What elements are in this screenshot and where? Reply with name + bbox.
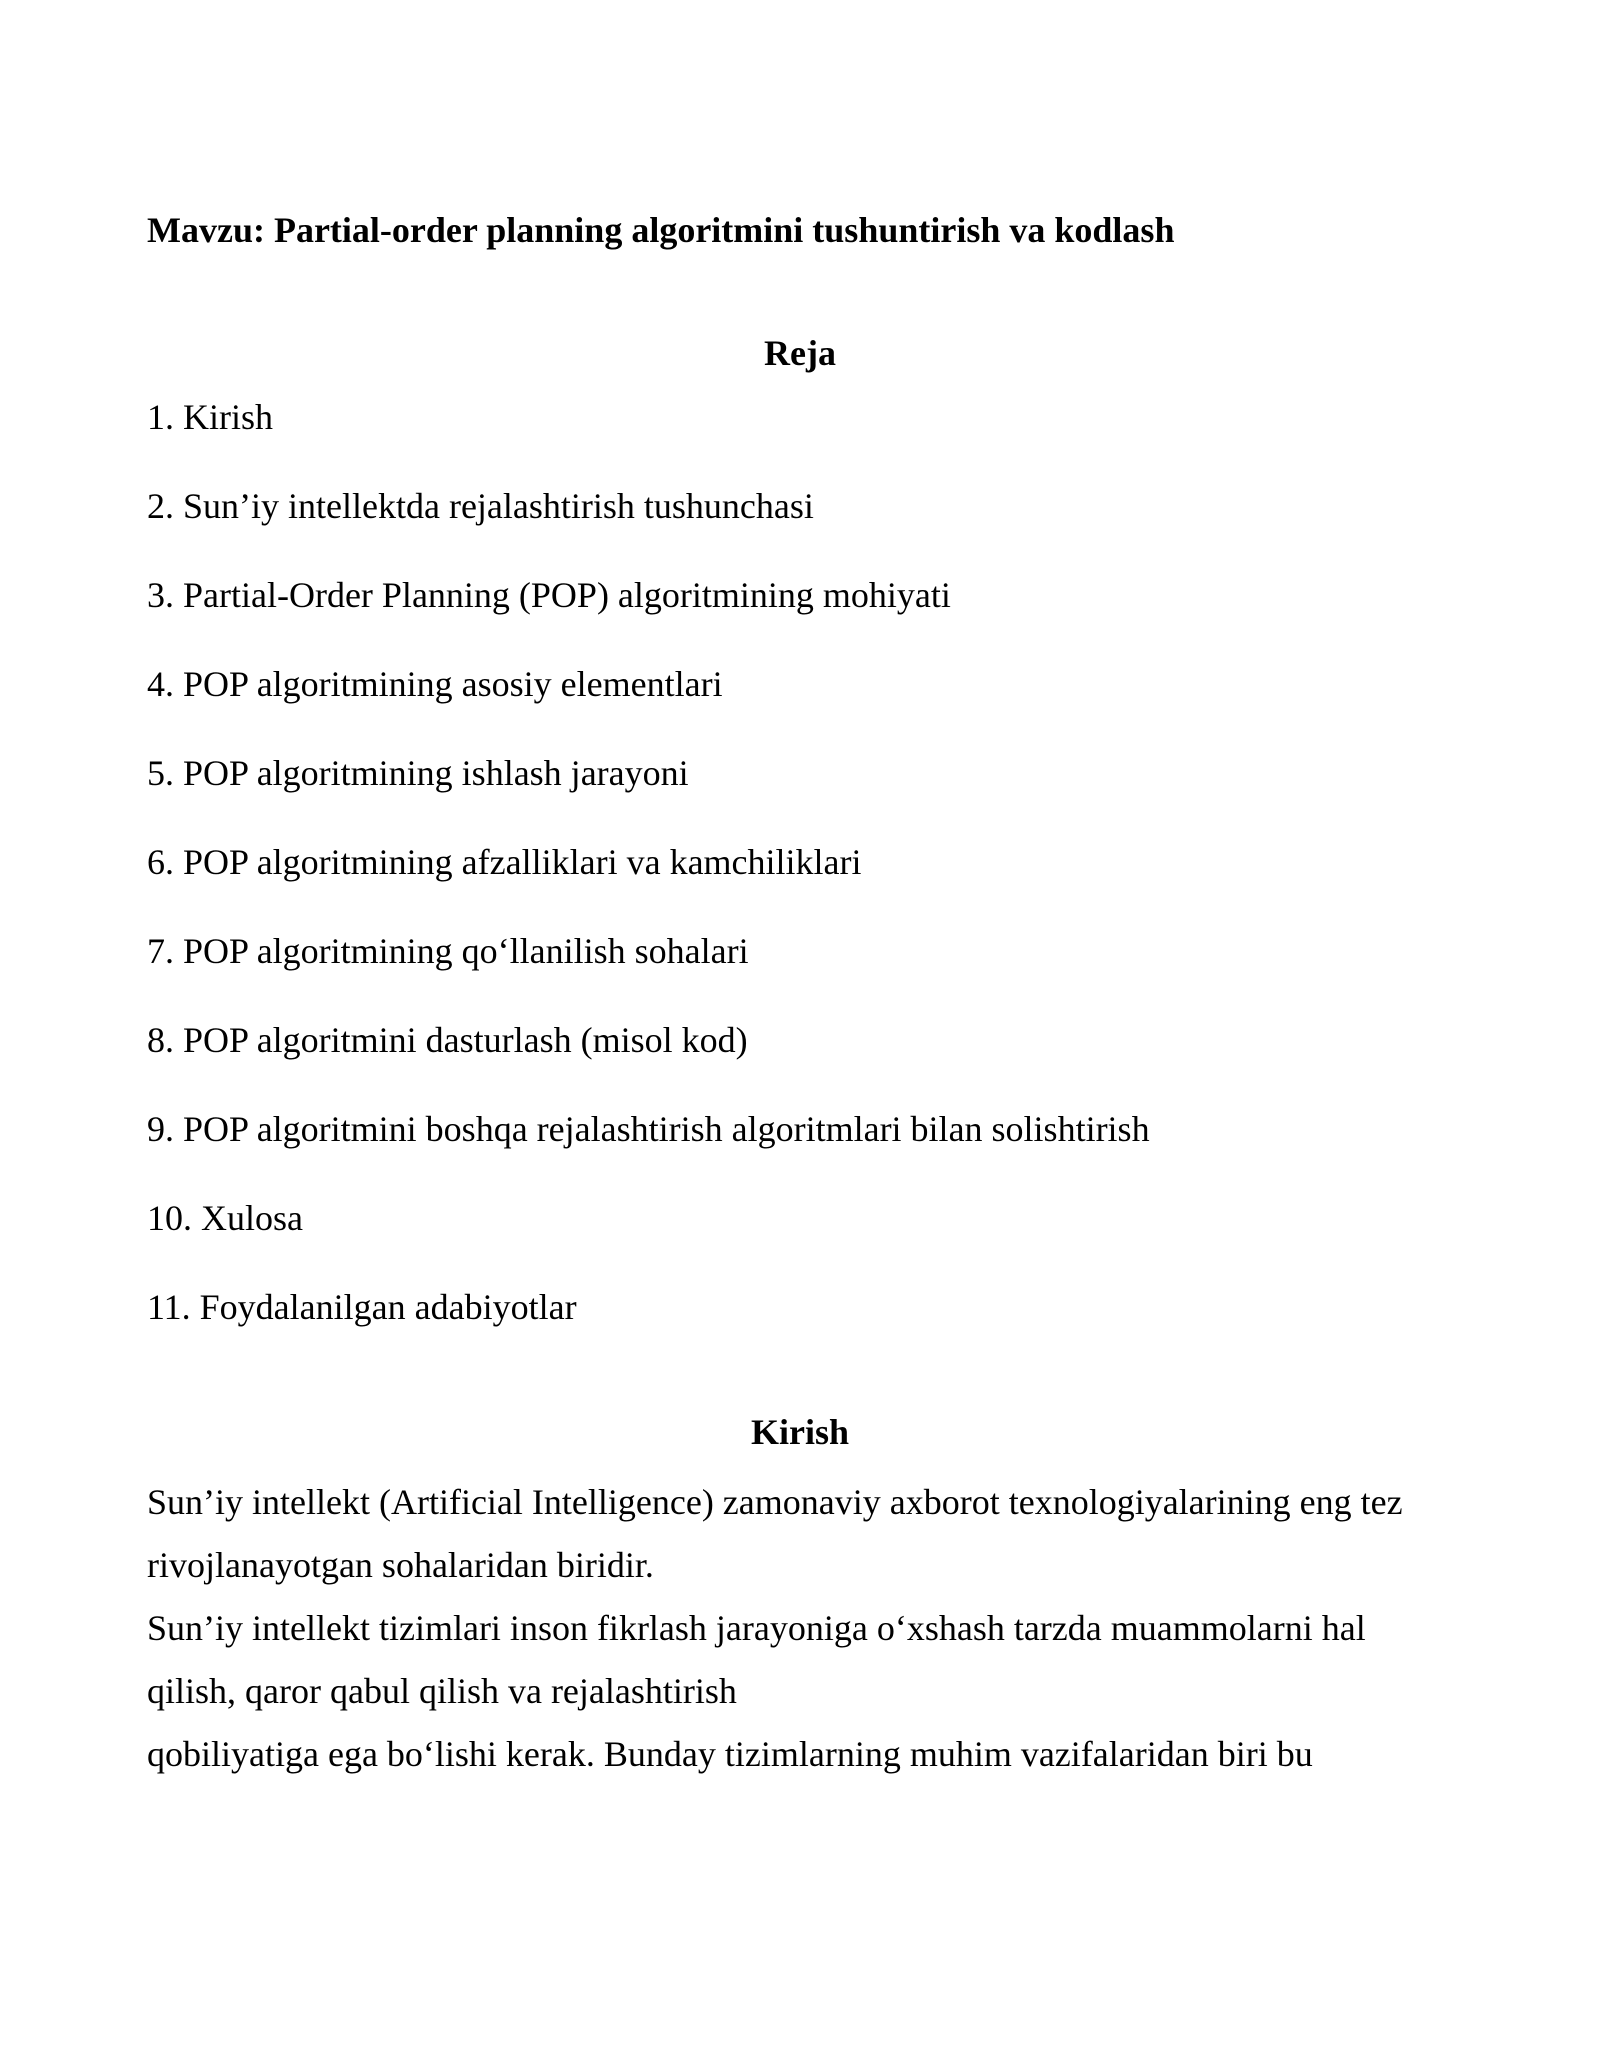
intro-heading: Kirish — [750, 1412, 849, 1452]
document-title: Mavzu: Partial-order planning algoritmini tushuntirish va kodlash — [147, 210, 1175, 250]
plan-item-9: 9. POP algoritmini boshqa rejalashtirish algoritmlari bilan solishtirish — [147, 1109, 1150, 1149]
plan-item-3: 3. Partial-Order Planning (POP) algoritmining mohiyati — [147, 575, 951, 615]
plan-list — [147, 386, 1150, 1365]
intro-line-1: Sun’iy intellekt (Artificial Intelligence) zamonaviy axborot texnologiyalarining eng tez — [147, 1482, 1403, 1522]
plan-item-2: 2. Sun’iy intellektda rejalashtirish tushunchasi — [147, 486, 814, 526]
plan-item-4: 4. POP algoritmining asosiy elementlari — [147, 664, 723, 704]
plan-item-7: 7. POP algoritmining qo‘llanilish sohalari — [147, 931, 749, 971]
intro-line-5: qobiliyatiga ega bo‘lishi kerak. Bunday tizimlarning muhim vazifalaridan biri bu — [147, 1734, 1313, 1774]
plan-item-6: 6. POP algoritmining afzalliklari va kamchiliklari — [147, 842, 862, 882]
plan-item-10: 10. Xulosa — [147, 1198, 303, 1238]
plan-item-1: 1. Kirish — [147, 397, 273, 437]
intro-line-2: rivojlanayotgan sohalaridan biridir. — [147, 1545, 654, 1585]
plan-item-11: 11. Foydalanilgan adabiyotlar — [147, 1287, 577, 1327]
intro-line-3: Sun’iy intellekt tizimlari inson fikrlash jarayoniga o‘xshash tarzda muammolarni hal — [147, 1608, 1366, 1648]
plan-item-5: 5. POP algoritmining ishlash jarayoni — [147, 753, 689, 793]
plan-item-8: 8. POP algoritmini dasturlash (misol kod) — [147, 1020, 748, 1060]
intro-line-4: qilish, qaror qabul qilish va rejalashtirish — [147, 1671, 737, 1711]
intro-paragraph — [147, 1471, 1403, 1786]
plan-heading: Reja — [764, 333, 836, 373]
